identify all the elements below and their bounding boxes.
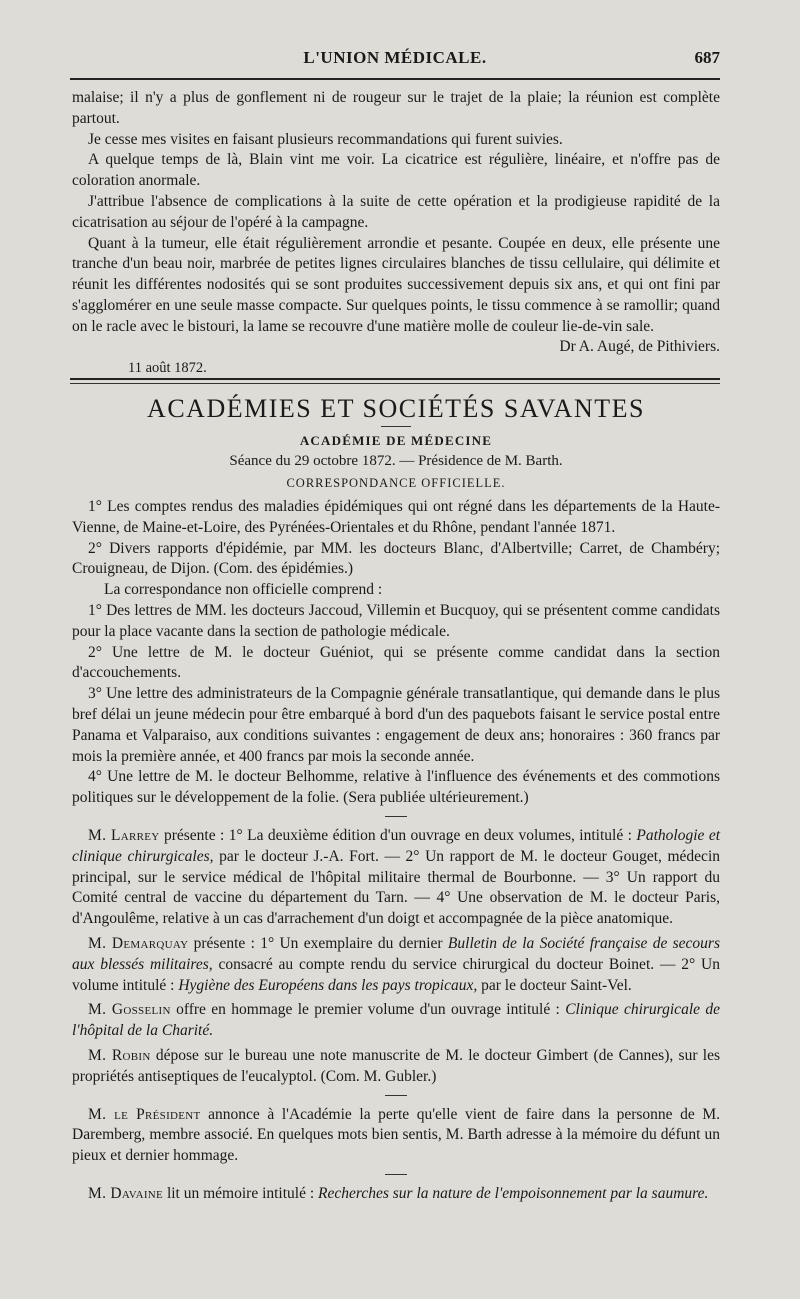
paragraph: Quant à la tumeur, elle était régulièrement arrondie et pesante. Coupée en deux, elle présente une tranche d'un beau noir, marbrée de petites lignes circulaires blanches de tissu cellulaire, qui délimite et réunit les différentes nodosités qui se sont produites successivement depuis six ans, et qui ont fini par s'agglomérer en une seule masse compacte. Sur quelques points, le tissu commence à se ramollir; quand on le racle avec le bistouri, la lame se recouvre d'une matière molle de couleur lie-de-vin sale. [72, 234, 720, 335]
work-title: Hygiène des Européens dans les pays tropicaux, [178, 976, 478, 994]
speaker-name: M. Larrey [88, 826, 160, 844]
gosselin-paragraph [72, 1000, 720, 1042]
section-title: ACADÉMIES ET SOCIÉTÉS SAVANTES [147, 394, 645, 423]
official-item: 2° Divers rapports d'épidémie, par MM. les docteurs Blanc, d'Albertville; Carret, de Chambéry; Crouigneau, de Dijon. (Com. des épidémies.) [72, 539, 720, 578]
speaker-name: M. Robin [88, 1046, 151, 1064]
speaker-name: M. Gosselin [88, 1001, 171, 1019]
signature-row [72, 338, 720, 360]
text: lit un mémoire intitulé : [163, 1184, 319, 1202]
author-signature: Dr A. Augé, de Pithiviers. [559, 337, 720, 355]
davaine-paragraph [72, 1184, 720, 1205]
article-continuation [72, 88, 720, 378]
work-title: Recherches sur la nature de l'empoisonnement par la saumure. [318, 1184, 709, 1202]
official-item: 1° Les comptes rendus des maladies épidémiques qui ont régné dans les départements de la Haute-Vienne, de Maine-et-Loire, des Pyrénées-Orientales et du Rhône, pendant l'année 1871. [72, 498, 720, 536]
running-title: L'UNION MÉDICALE. [303, 48, 487, 67]
demarquay-paragraph [72, 934, 720, 996]
text: dépose sur le bureau une note manuscrite de M. le docteur Gimbert (de Cannes), sur les propriétés antiseptiques de l'eucalyptol. (Com. M. Gubler.) [72, 1046, 720, 1085]
paragraph: Je cesse mes visites en faisant plusieurs recommandations qui furent suivies. [88, 130, 563, 148]
running-header [70, 48, 720, 72]
session-line: Séance du 29 octobre 1872. — Présidence de M. Barth. [229, 453, 563, 469]
nonofficial-item: 4° Une lettre de M. le docteur Belhomme, relative à l'influence des événements et des commotions politiques sur le développement de la folie. (Sera publiée ultérieurement.) [72, 768, 720, 807]
section-rule-bottom [70, 383, 720, 384]
speaker-name: M. le Président [88, 1105, 201, 1123]
text: annonce à l'Académie la perte qu'elle vient de faire dans la personne de M. Daremberg, membre associé. En quelques mots bien sentis, M. Barth adresse à la mémoire du défunt un pieux et dernier hommage. [72, 1105, 720, 1165]
text: par le docteur J.-A. Fort. — 2° Un rapport de M. le docteur Gouget, médecin principal, sur le service médical de l'hôpital militaire thermal de Bourbonne. — 3° Un rapport du Comité central de vaccine du département du Tarn. — 4° Une observation de M. le docteur Paris, d'Angoulême, relative à un cas d'arrachement d'un doigt et accompagnée de la pièce anatomique. [72, 847, 720, 928]
paragraph: malaise; il n'y a plus de gonflement ni de rougeur sur le trajet de la plaie; la réunion est complète partout. [72, 89, 720, 127]
robin-paragraph [72, 1046, 720, 1088]
paragraph: A quelque temps de là, Blain vint me voir. La cicatrice est régulière, linéaire, et n'offre pas de coloration anormale. [72, 151, 720, 190]
text: présente : 1° La deuxième édition d'un ouvrage en deux volumes, intitulé : [159, 826, 637, 844]
correspondence-heading: CORRESPONDANCE OFFICIELLE. [286, 476, 506, 490]
speaker-name: M. Davaine [88, 1184, 164, 1202]
article-date: 11 août 1872. [128, 359, 207, 376]
work-title: Clinique chirurgicale de l'hôpital de la Charité. [72, 1001, 720, 1040]
speaker-name: M. Demarquay [88, 934, 189, 952]
work-title: Pathologie et clinique chirurgicales, [72, 826, 721, 865]
header-rule [70, 78, 720, 80]
academies-section [72, 394, 720, 1205]
paragraph: J'attribue l'absence de complications à la suite de cette opération et la prodigieuse rapidité de la cicatrisation au séjour de l'opéré à la campagne. [72, 192, 720, 231]
president-paragraph [72, 1105, 720, 1167]
larrey-paragraph [72, 826, 720, 930]
text: présente : 1° Un exemplaire du dernier [188, 934, 448, 952]
academy-heading: ACADÉMIE DE MÉDECINE [299, 433, 493, 448]
nonofficial-intro: La correspondance non officielle comprend : [104, 581, 383, 599]
section-rule-top [70, 378, 720, 380]
nonofficial-item: 3° Une lettre des administrateurs de la Compagnie générale transatlantique, qui demande dans le plus bref délai un jeune médecin pour être embarqué à bord d'un des paquebots faisant le service postal entre Panama et Valparaiso, aux conditions suivantes : engagement de deux ans; honoraires : 360 francs par mois la première année, et 400 francs par mois la seconde année. [72, 685, 720, 765]
separator [385, 1174, 407, 1175]
work-title: Bulletin de la Société française de secours aux blessés militaires, [72, 934, 720, 973]
text: par le docteur Saint-Vel. [477, 976, 632, 994]
separator [385, 1095, 407, 1096]
title-divider [381, 426, 411, 427]
page-number: 687 [694, 48, 720, 67]
nonofficial-item: 1° Des lettres de MM. les docteurs Jaccoud, Villemin et Bucquoy, qui se présentent comme candidats pour la place vacante dans la section de pathologie médicale. [72, 601, 720, 640]
text: consacré au compte rendu du service chirurgical du docteur Boinet. — 2° Un volume intitulé : [72, 955, 720, 994]
nonofficial-item: 2° Une lettre de M. le docteur Guéniot, qui se présente comme candidat dans la section d'accouchements. [72, 643, 720, 682]
text: offre en hommage le premier volume d'un ouvrage intitulé : [170, 1001, 566, 1019]
separator [385, 816, 407, 817]
date-row [72, 360, 720, 378]
